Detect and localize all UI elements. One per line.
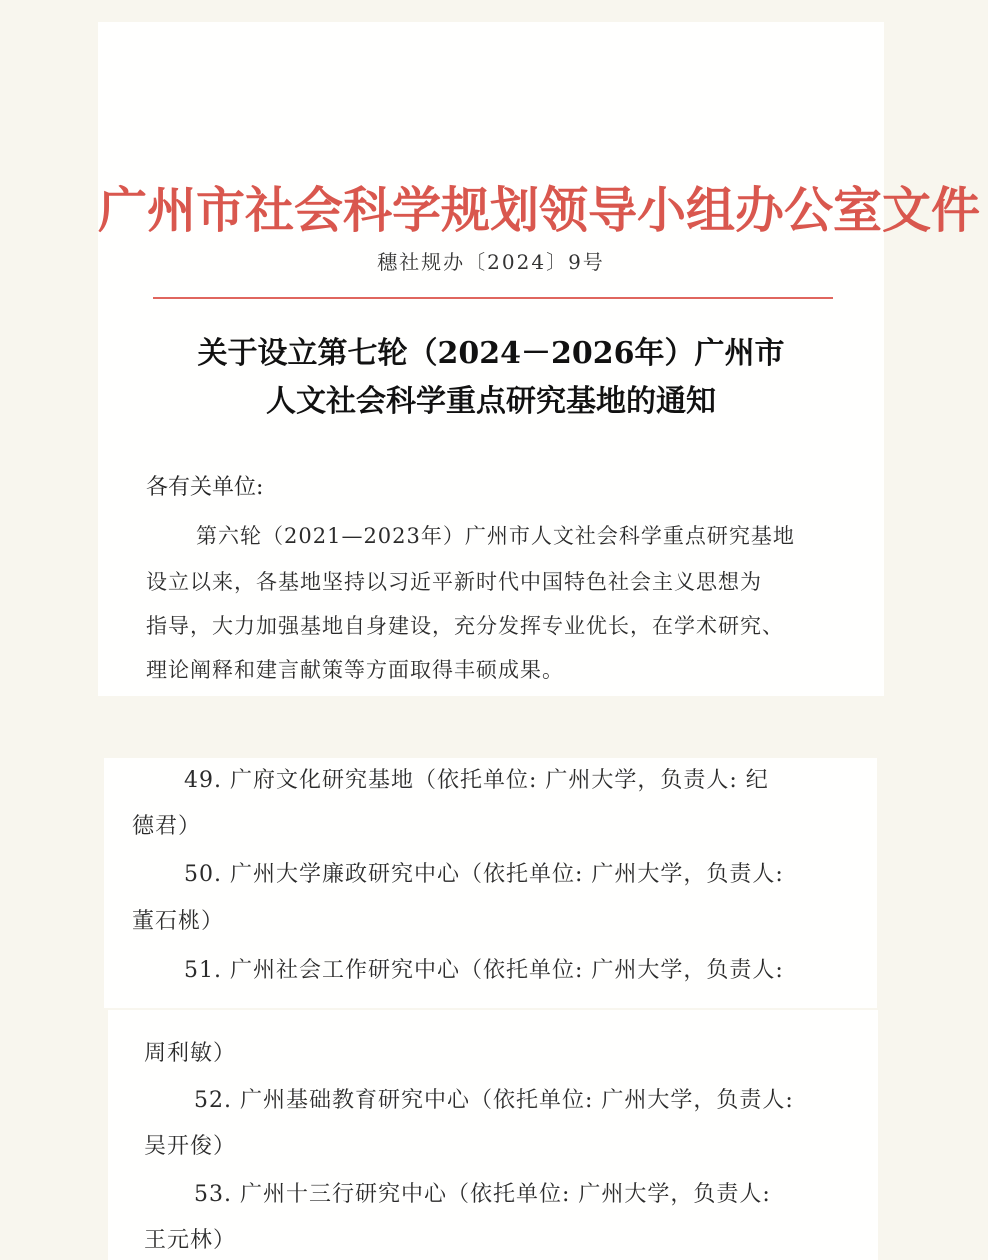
paragraph-line: 理论阐释和建言献策等方面取得丰硕成果。	[146, 658, 564, 682]
list-item-53: 53. 广州十三行研究中心（依托单位: 广州大学，负责人:	[194, 1182, 771, 1207]
list-item-52: 52. 广州基础教育研究中心（依托单位: 广州大学，负责人:	[194, 1088, 794, 1113]
list-item-51: 51. 广州社会工作研究中心（依托单位: 广州大学，负责人:	[184, 958, 784, 983]
list-item-49-continued: 德君）	[132, 814, 202, 839]
paragraph-line: 设立以来，各基地坚持以习近平新时代中国特色社会主义思想为	[146, 570, 762, 594]
document-number: 穗社规办〔2024〕9号	[377, 250, 605, 274]
paragraph-line: 指导，大力加强基地自身建设，充分发挥专业优长，在学术研究、	[146, 614, 784, 638]
document-page-excerpt-1	[104, 758, 877, 1008]
list-item-49: 49. 广府文化研究基地（依托单位: 广州大学，负责人: 纪	[184, 768, 769, 793]
salutation: 各有关单位:	[146, 475, 264, 500]
notice-title-line-2: 人文社会科学重点研究基地的通知	[266, 384, 716, 419]
list-item-53-continued: 王元林）	[144, 1228, 237, 1253]
list-item-50-continued: 董石桃）	[132, 909, 225, 934]
list-item-50: 50. 广州大学廉政研究中心（依托单位: 广州大学，负责人:	[184, 862, 784, 887]
paragraph-line: 第六轮（2021—2023年）广州市人文社会科学重点研究基地	[196, 524, 795, 548]
red-divider	[153, 297, 833, 299]
list-item-52-continued: 吴开俊）	[144, 1134, 237, 1159]
notice-title-line-1: 关于设立第七轮（2024－2026年）广州市	[197, 336, 785, 371]
issuer-title: 广州市社会科学规划领导小组办公室文件	[98, 181, 981, 239]
document-page-excerpt-2	[108, 1010, 878, 1260]
document-page-top	[98, 22, 981, 696]
list-item-51-continued: 周利敏）	[144, 1041, 237, 1066]
